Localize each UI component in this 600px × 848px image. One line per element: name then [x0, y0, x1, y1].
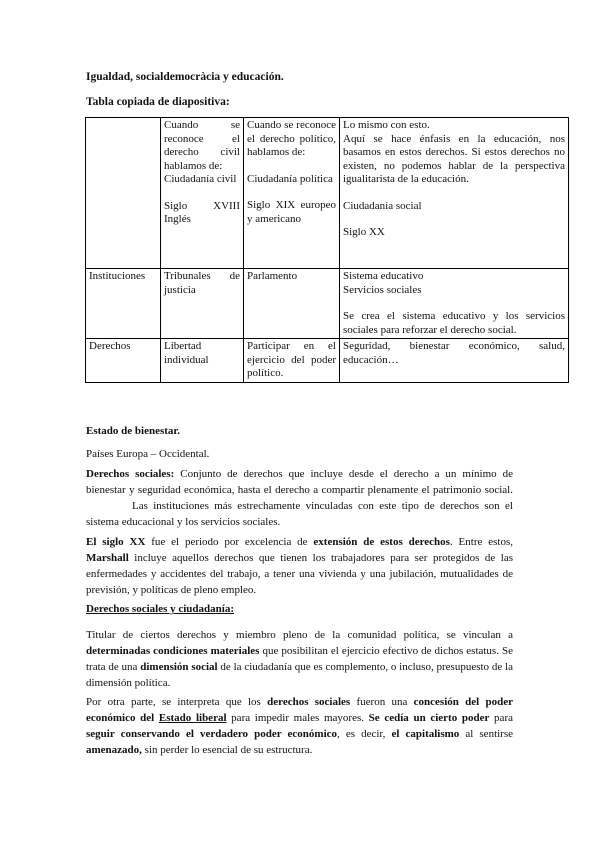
text: al sentirse	[459, 728, 514, 740]
table-row-rights	[86, 339, 569, 383]
citizenship-table	[85, 117, 569, 383]
institutions-political: Parlamento	[244, 269, 340, 339]
text: , es decir,	[337, 728, 392, 740]
institutions-civil: Tribunales de justicia	[161, 269, 244, 339]
bold-text: El siglo XX	[86, 536, 146, 548]
bold-underlined-text: Estado liberal	[158, 712, 227, 724]
text: fueron una	[350, 696, 414, 708]
century-paragraph	[86, 534, 513, 598]
civil-century: Siglo XVIII Inglés	[164, 199, 240, 225]
citizenship-paragraph-2	[86, 694, 513, 758]
bold-text: determinadas condiciones materiales	[86, 645, 260, 657]
text: fue el periodo por excelencia de	[145, 536, 314, 548]
citizenship-heading: Derechos sociales y ciudadanía:	[86, 603, 234, 615]
text: de la ciudadanía que es complemento, o incluso, presupuesto de la dimensión política.	[86, 661, 513, 689]
row-label: Derechos	[86, 339, 161, 383]
bold-text: amenazado,	[86, 744, 142, 756]
bold-text: el capitalismo	[391, 728, 460, 740]
text: Por otra parte, se interpreta que los	[86, 696, 268, 708]
table-cell-political-header	[244, 118, 340, 269]
text: . Entre estos,	[449, 536, 513, 548]
social-rights-def2: Las instituciones más estrechamente vinculadas con este tipo de derechos son el sistema educacional y los servicios sociales.	[86, 500, 513, 528]
institutions-social-line2: Servicios sociales	[343, 283, 422, 296]
rights-civil: Libertad individual	[161, 339, 244, 383]
table-cell-civil-header	[161, 118, 244, 269]
social-header-text: Aquí se hace énfasis en la educación, nos basamos en estos derechos. Si estos derechos no existen, no podemos hablar de la perspectiva igualitarista de la educación.	[343, 132, 565, 185]
table-header-row	[86, 118, 569, 269]
rights-political: Participar en el ejercicio del poder político.	[244, 339, 340, 383]
text: que posibilitan el ejercicio efectivo de dichos estatus. Se trata de una	[86, 645, 513, 673]
bold-text: dimensión social	[140, 661, 218, 673]
text: sin perder lo esencial de su estructura.	[141, 744, 313, 756]
social-header-line1: Lo mismo con esto.	[343, 119, 430, 131]
political-header-text: Cuando se reconoce el derecho político, hablamos de:	[247, 119, 336, 158]
bold-text: derechos sociales	[267, 696, 351, 708]
institutions-social	[340, 269, 569, 339]
bold-text: Se cedía un cierto poder	[368, 712, 490, 724]
citizenship-paragraph-1	[86, 627, 513, 691]
row-label: Instituciones	[86, 269, 161, 339]
document-title: Igualdad, socialdemocràcia y educación.	[86, 71, 284, 83]
table-caption: Tabla copiada de diapositiva:	[86, 96, 230, 108]
civil-header-text: Cuando se reconoce el derecho civil hablamos de:	[164, 119, 240, 172]
institutions-social-text: Se crea el sistema educativo y los servicios sociales para reforzar el derecho social.	[343, 310, 565, 336]
bold-text: extensión de estos derechos	[313, 536, 450, 548]
social-rights-term: Derechos sociales:	[86, 468, 175, 480]
political-century: Siglo XIX europeo y americano	[247, 199, 336, 225]
rights-social: Seguridad, bienestar económico, salud, educación…	[340, 339, 569, 383]
political-citizenship: Ciudadanía política	[247, 172, 333, 185]
social-citizenship: Ciudadanía social	[343, 199, 422, 212]
institutions-social-line1: Sistema educativo	[343, 270, 424, 282]
text: Titular de ciertos derechos y miembro pleno de la comunidad política, se vinculan a	[86, 629, 513, 641]
text: para	[489, 712, 513, 724]
text: incluye aquellos derechos que tienen los trabajadores para ser protegidos de las enfermedades y accidentes del trabajo, a tener una vivienda y una jubilación, mutualidades de previsión, y políticas de pleno empleo.	[86, 552, 513, 596]
civil-citizenship: Ciudadanía civil	[164, 173, 237, 185]
bold-text: seguir conservando el verdadero poder económico	[86, 728, 338, 740]
welfare-countries: Países Europa – Occidental.	[86, 448, 210, 460]
table-cell-social-header	[340, 118, 569, 269]
welfare-heading: Estado de bienestar.	[86, 425, 181, 437]
social-rights-def1: Conjunto de derechos que incluye desde el derecho a un mínimo de bienestar y seguridad económica, hasta el derecho a compartir plenamente el patrimonio social.	[86, 468, 513, 496]
social-rights-paragraph	[86, 466, 513, 530]
table-cell-empty	[86, 118, 161, 269]
bold-text: concesión del poder económico del	[86, 696, 514, 724]
table-row-institutions	[86, 269, 569, 339]
social-century: Siglo XX	[343, 226, 385, 238]
text: para impedir males mayores.	[226, 712, 369, 724]
bold-text: Marshall	[86, 552, 129, 564]
